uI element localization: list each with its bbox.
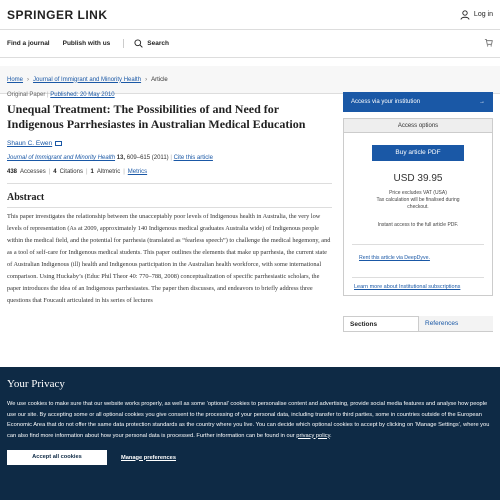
article-title: Unequal Treatment: The Possibilities of and Need for Indigenous Parrhesiastes in Australian Medical Education — [7, 102, 306, 131]
divider — [7, 207, 332, 208]
instant-access-note: Instant access to the full article PDF. — [377, 222, 459, 228]
abstract-text: This paper investigates the relationship between the unacceptably poor levels of Indigenous health in Australia, the very low levels of representation (As at 2009, approximately 140 Indigenous medical graduates Australia wide) of Indigenous people within the medical field, and the potential for parrhesia (translated as “fearless speech”) to challenge the medical hegemony, and as a tool of self-care for Indigenous medical students. This paper outlines the elements that make up parrhesia, the current state of Australian Indigenous (ill) health and Indigenous participation in the Australian health workforce, with some international comparison. Using Huckaby’s (Educ Phil Theor 40: 770–788, 2008) conceptualization of specific parrhesiastic scholars, the paper introduces the idea of an Indigenous parrhesiastes. The paper then discusses, and endeavors to briefly address three questions that Foucault articulated in his series of lectures — [7, 213, 331, 304]
privacy-text-end: . — [330, 432, 332, 439]
rent-deepdyve-link[interactable]: Rent this article via DeepDyve. — [359, 255, 430, 261]
volume: 13, — [116, 155, 126, 161]
buy-pdf-button[interactable]: Buy article PDF — [372, 145, 464, 161]
abstract-heading: Abstract — [7, 192, 45, 203]
metrics-link[interactable]: Metrics — [127, 169, 148, 175]
institutional-subscriptions-link[interactable]: Learn more about Institutional subscriptions — [354, 284, 461, 290]
chevron-right-icon: › — [27, 76, 30, 83]
privacy-buttons — [7, 450, 493, 465]
breadcrumb-journal[interactable]: Journal of Immigrant and Minority Health — [33, 76, 142, 83]
price-note-checkout: checkout. — [407, 204, 429, 210]
price-note — [344, 190, 492, 211]
access-sidebar — [343, 92, 493, 332]
cart-icon[interactable] — [484, 38, 493, 49]
divider — [7, 183, 332, 184]
publish-with-us-link[interactable]: Publish with us — [62, 40, 111, 47]
article-main — [7, 88, 332, 307]
article-meta: Original Paper | Published: 20 May 2010 — [7, 92, 115, 98]
article-metrics: 438 Accesses | 4 Citations | 1 Altmetric | Metrics — [7, 169, 148, 175]
tab-references[interactable]: References — [419, 316, 493, 331]
access-options-heading: Access options — [344, 119, 492, 133]
price: USD 39.95 — [393, 173, 443, 184]
user-icon — [460, 10, 470, 20]
author-name: Shaun C. Ewen — [7, 140, 53, 147]
citations-count: 4 — [53, 169, 57, 175]
search-label: Search — [147, 40, 169, 47]
accesses-count: 438 — [7, 169, 18, 175]
privacy-policy-link[interactable]: privacy policy — [296, 432, 331, 439]
main-nav — [0, 30, 500, 58]
privacy-text — [7, 399, 493, 441]
article-type: Original Paper — [7, 92, 46, 98]
published-date-link[interactable]: Published: 20 May 2010 — [50, 92, 115, 98]
journal-link[interactable]: Journal of Immigrant and Minority Health — [7, 155, 116, 161]
pages: 609–615 (2011) — [126, 155, 169, 161]
divider — [352, 244, 484, 245]
manage-preferences-button[interactable]: Manage preferences — [121, 454, 177, 461]
journal-citation: Journal of Immigrant and Minority Health 13, 609–615 (2011) | Cite this article — [7, 155, 213, 161]
altmetric-count: 1 — [90, 169, 94, 175]
author-link[interactable] — [7, 140, 332, 147]
divider — [352, 277, 484, 278]
cite-article-link[interactable]: Cite this article — [173, 155, 213, 161]
springer-link-logo[interactable]: SPRINGER LINK — [7, 7, 108, 22]
price-note-vat: Price excludes VAT (USA) — [389, 190, 447, 196]
top-header — [0, 0, 500, 30]
email-icon[interactable] — [55, 141, 62, 146]
find-journal-link[interactable]: Find a journal — [7, 40, 50, 47]
breadcrumb-current: Article — [151, 76, 168, 83]
sidebar-tabs — [343, 316, 493, 332]
breadcrumb-home[interactable]: Home — [7, 76, 24, 83]
access-options-box — [343, 118, 493, 296]
search-icon — [134, 39, 143, 48]
tab-sections[interactable]: Sections — [343, 316, 419, 331]
arrow-right-icon: → — [479, 99, 485, 105]
altmetric-label: Altmetric — [96, 169, 121, 175]
access-via-institution-button[interactable] — [343, 92, 493, 112]
accept-cookies-button[interactable]: Accept all cookies — [7, 450, 107, 465]
login-label: Log in — [473, 11, 493, 18]
privacy-banner — [0, 367, 500, 500]
price-note-tax: Tax calculation will be finalised during — [376, 197, 460, 203]
accesses-label: Accesses — [20, 169, 46, 175]
access-institution-label: Access via your institution — [351, 99, 421, 105]
login-link[interactable] — [460, 10, 493, 20]
search-button[interactable] — [123, 39, 169, 48]
citations-label: Citations — [59, 169, 83, 175]
chevron-right-icon: › — [145, 76, 148, 83]
privacy-body: We use cookies to make sure that our website works properly, as well as some ‘optional’ cookies to personalise content and advertising, provide social media features and analyse how people use our site. By accepting some or all optional cookies you give consent to the processing of your personal data, including transfer to third parties, some in countries outside of the European Economic Area that do not offer the same data protection standards as the country where you live. You can decide which optional cookies to accept by clicking on ‘Manage Settings’, where you can also find more information about how your personal data is processed. Further information can be found in our — [7, 401, 490, 439]
privacy-heading: Your Privacy — [7, 378, 65, 390]
